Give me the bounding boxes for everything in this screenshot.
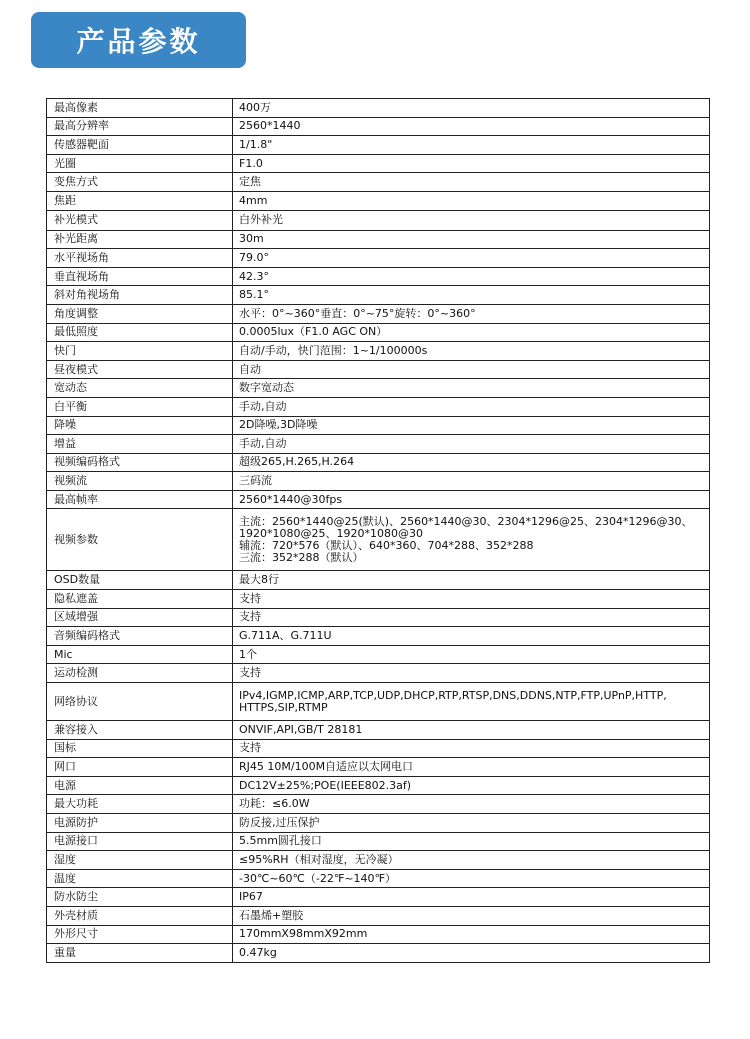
spec-value: 白外补光: [233, 210, 710, 230]
spec-value: ≤95%RH（相对湿度，无冷凝）: [233, 851, 710, 870]
spec-label: 变焦方式: [47, 173, 233, 192]
spec-label: 最大功耗: [47, 795, 233, 814]
spec-row: [47, 117, 710, 136]
spec-row: [47, 906, 710, 925]
spec-value: 自动/手动，快门范围：1~1/100000s: [233, 342, 710, 361]
spec-value: 主流：2560*1440@25(默认)、2560*1440@30、2304*1296@25、2304*1296@30、 1920*1080@25、1920*1080@30 辅流：720*576（默认）、640*360、704*288、352*288 三流：352*288（默认）: [233, 509, 710, 571]
spec-label: 区域增强: [47, 608, 233, 627]
spec-value: 支持: [233, 739, 710, 758]
spec-value: 防反接,过压保护: [233, 814, 710, 833]
spec-value: 85.1°: [233, 286, 710, 305]
spec-label: 隐私遮盖: [47, 590, 233, 609]
spec-label: OSD数量: [47, 571, 233, 590]
spec-row: [47, 191, 710, 210]
spec-value: 石墨烯+塑胶: [233, 906, 710, 925]
spec-label: 兼容接入: [47, 721, 233, 740]
spec-label: 电源: [47, 776, 233, 795]
spec-label: 重量: [47, 944, 233, 963]
spec-label: 白平衡: [47, 397, 233, 416]
spec-label: 湿度: [47, 851, 233, 870]
spec-row: [47, 925, 710, 944]
spec-row: [47, 795, 710, 814]
spec-row: [47, 249, 710, 268]
spec-label: 温度: [47, 869, 233, 888]
spec-value: 水平：0°~360°垂直：0°~75°旋转：0°~360°: [233, 304, 710, 323]
spec-row: [47, 888, 710, 907]
spec-row: [47, 416, 710, 435]
spec-label: 网络协议: [47, 683, 233, 721]
spec-label: 外形尺寸: [47, 925, 233, 944]
spec-label: 垂直视场角: [47, 267, 233, 286]
section-title: 产品参数: [76, 25, 201, 58]
spec-value: 超级265,H.265,H.264: [233, 453, 710, 472]
spec-row: [47, 304, 710, 323]
spec-row: [47, 397, 710, 416]
spec-label: 增益: [47, 435, 233, 454]
spec-value: IPv4,IGMP,ICMP,ARP,TCP,UDP,DHCP,RTP,RTSP,DNS,DDNS,NTP,FTP,UPnP,HTTP, HTTPS,SIP,RTMP: [233, 683, 710, 721]
spec-row: [47, 136, 710, 155]
spec-label: 光圈: [47, 154, 233, 173]
spec-value: 手动,自动: [233, 397, 710, 416]
spec-row: [47, 230, 710, 249]
spec-label: 网口: [47, 758, 233, 777]
spec-row: [47, 435, 710, 454]
spec-value: 79.0°: [233, 249, 710, 268]
spec-row: [47, 645, 710, 664]
spec-label: 视频流: [47, 472, 233, 491]
spec-label: 视频编码格式: [47, 453, 233, 472]
spec-label: 最高像素: [47, 99, 233, 118]
spec-row: [47, 832, 710, 851]
spec-row: [47, 758, 710, 777]
spec-label: 最高分辨率: [47, 117, 233, 136]
spec-row: [47, 342, 710, 361]
spec-value: 4mm: [233, 191, 710, 210]
spec-label: 昼夜模式: [47, 360, 233, 379]
spec-row: [47, 99, 710, 118]
spec-row: [47, 453, 710, 472]
spec-row: [47, 173, 710, 192]
spec-value: 支持: [233, 590, 710, 609]
spec-row: [47, 814, 710, 833]
spec-label: 角度调整: [47, 304, 233, 323]
spec-label: 补光模式: [47, 210, 233, 230]
spec-value: 最大8行: [233, 571, 710, 590]
spec-label: 宽动态: [47, 379, 233, 398]
spec-row: [47, 721, 710, 740]
spec-row: [47, 869, 710, 888]
spec-row: [47, 210, 710, 230]
spec-row: [47, 739, 710, 758]
spec-row: [47, 776, 710, 795]
spec-row: [47, 627, 710, 646]
spec-row: [47, 590, 710, 609]
spec-label: 补光距离: [47, 230, 233, 249]
spec-value: 0.47kg: [233, 944, 710, 963]
spec-value: 三码流: [233, 472, 710, 491]
spec-label: 最高帧率: [47, 490, 233, 509]
spec-row: [47, 154, 710, 173]
spec-value: RJ45 10M/100M自适应以太网电口: [233, 758, 710, 777]
spec-value: 30m: [233, 230, 710, 249]
spec-label: 视频参数: [47, 509, 233, 571]
spec-label: 运动检测: [47, 664, 233, 683]
spec-value: 5.5mm圆孔接口: [233, 832, 710, 851]
spec-row: [47, 851, 710, 870]
spec-value: 功耗：≤6.0W: [233, 795, 710, 814]
spec-value: F1.0: [233, 154, 710, 173]
spec-value: 定焦: [233, 173, 710, 192]
spec-row: [47, 509, 710, 571]
spec-label: 防水防尘: [47, 888, 233, 907]
spec-row: [47, 608, 710, 627]
section-header: [31, 12, 246, 68]
spec-row: [47, 683, 710, 721]
spec-row: [47, 472, 710, 491]
spec-row: [47, 360, 710, 379]
spec-label: Mic: [47, 645, 233, 664]
spec-label: 水平视场角: [47, 249, 233, 268]
spec-value: G.711A、G.711U: [233, 627, 710, 646]
spec-value: 支持: [233, 664, 710, 683]
spec-label: 传感器靶面: [47, 136, 233, 155]
spec-label: 外壳材质: [47, 906, 233, 925]
spec-value: 2560*1440@30fps: [233, 490, 710, 509]
spec-label: 降噪: [47, 416, 233, 435]
spec-row: [47, 664, 710, 683]
spec-value: IP67: [233, 888, 710, 907]
spec-row: [47, 267, 710, 286]
spec-value: 0.0005lux（F1.0 AGC ON）: [233, 323, 710, 342]
spec-value: 1/1.8": [233, 136, 710, 155]
spec-label: 电源接口: [47, 832, 233, 851]
spec-label: 最低照度: [47, 323, 233, 342]
spec-row: [47, 490, 710, 509]
spec-value: 170mmX98mmX92mm: [233, 925, 710, 944]
spec-row: [47, 944, 710, 963]
spec-value: 400万: [233, 99, 710, 118]
spec-value: 自动: [233, 360, 710, 379]
spec-value: 42.3°: [233, 267, 710, 286]
spec-table: [46, 98, 710, 963]
spec-label: 电源防护: [47, 814, 233, 833]
spec-value: DC12V±25%;POE(IEEE802.3af): [233, 776, 710, 795]
spec-row: [47, 286, 710, 305]
spec-label: 焦距: [47, 191, 233, 210]
spec-value: 手动,自动: [233, 435, 710, 454]
spec-label: 国标: [47, 739, 233, 758]
spec-value: 2560*1440: [233, 117, 710, 136]
spec-label: 音频编码格式: [47, 627, 233, 646]
spec-row: [47, 379, 710, 398]
spec-value: -30℃~60℃（-22℉~140℉）: [233, 869, 710, 888]
spec-label: 快门: [47, 342, 233, 361]
spec-value: 支持: [233, 608, 710, 627]
spec-row: [47, 571, 710, 590]
spec-row: [47, 323, 710, 342]
spec-value: ONVIF,API,GB/T 28181: [233, 721, 710, 740]
spec-table-body: [47, 99, 710, 963]
spec-label: 斜对角视场角: [47, 286, 233, 305]
spec-value: 2D降噪,3D降噪: [233, 416, 710, 435]
spec-value: 1个: [233, 645, 710, 664]
spec-value: 数字宽动态: [233, 379, 710, 398]
